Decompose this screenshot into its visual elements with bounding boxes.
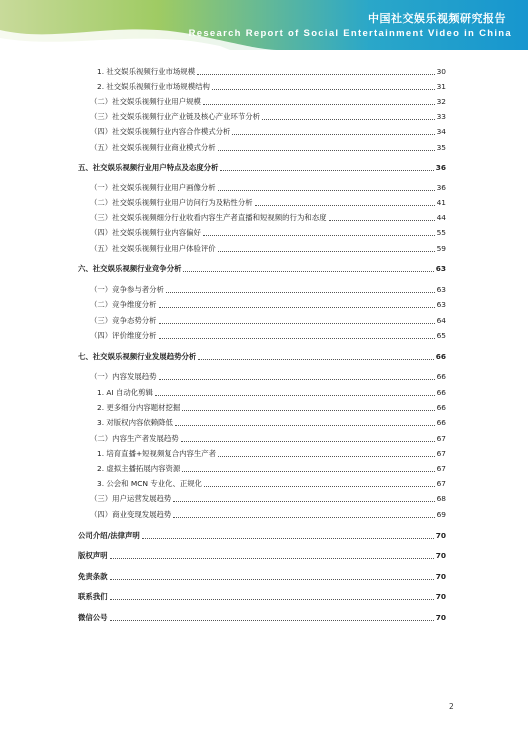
toc-entry-title: 1. 培育直播+短视频复合内容生产者 <box>97 449 217 458</box>
toc-entry-page: 68 <box>436 494 446 503</box>
toc-dot-leader <box>159 338 435 339</box>
toc-entry[interactable] <box>97 67 446 77</box>
toc-entry[interactable] <box>97 464 446 474</box>
toc-entry[interactable] <box>78 551 446 561</box>
toc-entry-page: 63 <box>436 300 446 309</box>
page-number: 2 <box>449 702 454 711</box>
toc-entry-title: 1. AI 自动化剪辑 <box>97 388 153 397</box>
toc-entry-title: （二）竞争维度分析 <box>90 300 157 309</box>
toc-dot-leader <box>212 89 435 90</box>
toc-entry-page: 67 <box>436 479 446 488</box>
toc-entry-page: 30 <box>436 67 446 76</box>
toc-entry-page: 69 <box>436 510 446 519</box>
toc-entry-title: 免责条款 <box>78 572 108 581</box>
toc-entry-title: （三）用户运营发展趋势 <box>90 494 172 503</box>
toc-dot-leader <box>110 620 434 621</box>
toc-entry-page: 70 <box>435 592 446 601</box>
toc-entry-page: 66 <box>436 403 446 412</box>
toc-entry-title: （一）社交娱乐视频行业用户画像分析 <box>90 183 216 192</box>
toc-entry[interactable] <box>90 112 446 122</box>
toc-entry-title: （四）社交娱乐视频行业内容合作模式分析 <box>90 127 231 136</box>
toc-dot-leader <box>220 170 433 171</box>
toc-entry[interactable] <box>90 97 446 107</box>
toc-entry-page: 67 <box>436 434 446 443</box>
toc-dot-leader <box>181 441 435 442</box>
toc-entry[interactable] <box>90 143 446 153</box>
toc-entry-page: 67 <box>436 464 446 473</box>
toc-entry[interactable] <box>78 264 446 274</box>
toc-entry[interactable] <box>78 163 446 173</box>
report-title-cn: 中国社交娱乐视频研究报告 <box>368 12 506 25</box>
toc-entry-page: 34 <box>436 127 446 136</box>
toc-entry[interactable] <box>90 372 446 382</box>
toc-entry-page: 35 <box>436 143 446 152</box>
toc-entry-title: （五）社交娱乐视频行业商业模式分析 <box>90 143 216 152</box>
toc-dot-leader <box>159 307 435 308</box>
toc-entry[interactable] <box>90 331 446 341</box>
toc-entry[interactable] <box>78 531 446 541</box>
toc-entry-title: （二）社交娱乐视频行业用户规模 <box>90 97 201 106</box>
toc-entry-title: 五、社交娱乐视频行业用户特点及态度分析 <box>78 163 219 172</box>
toc-entry-title: （二）内容生产者发展趋势 <box>90 434 179 443</box>
toc-dot-leader <box>262 119 435 120</box>
toc-entry[interactable] <box>90 127 446 137</box>
toc-entry-page: 65 <box>436 331 446 340</box>
toc-entry-page: 59 <box>436 244 446 253</box>
toc-entry[interactable] <box>90 244 446 254</box>
toc-entry-page: 55 <box>436 228 446 237</box>
toc-entry-title: 2. 虚拟主播拓展内容资源 <box>97 464 181 473</box>
toc-entry[interactable] <box>78 352 446 362</box>
toc-entry[interactable] <box>90 494 446 504</box>
toc-entry-page: 41 <box>436 198 446 207</box>
toc-entry-title: 六、社交娱乐视频行业竞争分析 <box>78 264 182 273</box>
toc-entry-page: 66 <box>435 352 446 361</box>
toc-entry[interactable] <box>90 213 446 223</box>
toc-entry[interactable] <box>97 418 446 428</box>
toc-entry-title: （三）竞争态势分析 <box>90 316 157 325</box>
toc-dot-leader <box>155 395 435 396</box>
toc-dot-leader <box>173 517 434 518</box>
toc-dot-leader <box>218 251 435 252</box>
toc-entry-title: （三）社交娱乐视频行业产业链及核心产业环节分析 <box>90 112 260 121</box>
toc-entry-page: 66 <box>436 418 446 427</box>
toc-entry-page: 36 <box>435 163 446 172</box>
toc-entry-page: 70 <box>435 613 446 622</box>
report-title-en: Research Report of Social Entertainment Video in China <box>188 28 512 39</box>
toc-entry[interactable] <box>97 82 446 92</box>
toc-entry[interactable] <box>90 228 446 238</box>
toc-entry-title: （四）社交娱乐视频行业内容偏好 <box>90 228 201 237</box>
toc-entry-title: 3. 对版权内容依赖降低 <box>97 418 173 427</box>
toc-entry-page: 64 <box>436 316 446 325</box>
toc-entry[interactable] <box>78 572 446 582</box>
toc-dot-leader <box>218 456 435 457</box>
toc-dot-leader <box>203 104 435 105</box>
toc-entry-title: 微信公号 <box>78 613 108 622</box>
toc-entry-title: 2. 社交娱乐视频行业市场规模结构 <box>97 82 210 91</box>
toc-entry[interactable] <box>78 592 446 602</box>
toc-entry-title: （二）社交娱乐视频行业用户访问行为及粘性分析 <box>90 198 253 207</box>
toc-dot-leader <box>218 150 435 151</box>
toc-dot-leader <box>183 271 433 272</box>
toc-entry-title: 2. 更多细分内容题材挖掘 <box>97 403 181 412</box>
toc-dot-leader <box>203 235 435 236</box>
toc-entry[interactable] <box>97 403 446 413</box>
toc-entry-page: 70 <box>435 531 446 540</box>
toc-entry[interactable] <box>90 510 446 520</box>
toc-entry-title: （四）商业变现发展趋势 <box>90 510 172 519</box>
toc-entry-title: （一）内容发展趋势 <box>90 372 157 381</box>
toc-entry-page: 31 <box>436 82 446 91</box>
toc-entry-title: （一）竞争参与者分析 <box>90 285 164 294</box>
toc-entry-page: 44 <box>436 213 446 222</box>
report-header-banner <box>0 0 528 50</box>
toc-dot-leader <box>204 486 435 487</box>
toc-dot-leader <box>159 379 435 380</box>
toc-entry[interactable] <box>90 434 446 444</box>
toc-dot-leader <box>110 558 434 559</box>
toc-entry[interactable] <box>97 388 446 398</box>
toc-entry-page: 63 <box>435 264 446 273</box>
toc-entry[interactable] <box>90 300 446 310</box>
toc-entry[interactable] <box>90 198 446 208</box>
toc-dot-leader <box>218 190 435 191</box>
toc-entry[interactable] <box>78 613 446 623</box>
toc-dot-leader <box>255 205 435 206</box>
toc-entry-title: 3. 公会和 MCN 专业化、正规化 <box>97 479 203 488</box>
toc-entry[interactable] <box>97 449 446 459</box>
toc-entry[interactable] <box>90 183 446 193</box>
toc-dot-leader <box>166 292 435 293</box>
toc-dot-leader <box>159 323 435 324</box>
toc-dot-leader <box>142 538 434 539</box>
toc-entry-page: 36 <box>436 183 446 192</box>
toc-entry-title: 公司介绍/法律声明 <box>78 531 140 540</box>
toc-dot-leader <box>175 425 435 426</box>
toc-dot-leader <box>173 501 434 502</box>
toc-dot-leader <box>110 599 434 600</box>
toc-dot-leader <box>182 471 434 472</box>
toc-entry-title: （五）社交娱乐视频行业用户体验评价 <box>90 244 216 253</box>
toc-entry-title: 1. 社交娱乐视频行业市场规模 <box>97 67 196 76</box>
toc-entry-title: （三）社交娱乐视频细分行业收看内容生产者直播和短视频的行为和态度 <box>90 213 327 222</box>
toc-entry-page: 33 <box>436 112 446 121</box>
toc-entry-title: 版权声明 <box>78 551 108 560</box>
toc-entry-page: 63 <box>436 285 446 294</box>
toc-entry-page: 32 <box>436 97 446 106</box>
toc-dot-leader <box>232 134 434 135</box>
toc-dot-leader <box>198 359 433 360</box>
toc-entry-page: 70 <box>435 572 446 581</box>
toc-entry[interactable] <box>97 479 446 489</box>
toc-dot-leader <box>329 220 435 221</box>
toc-dot-leader <box>110 579 434 580</box>
toc-dot-leader <box>197 74 435 75</box>
toc-entry-title: （四）评价维度分析 <box>90 331 157 340</box>
toc-entry[interactable] <box>90 285 446 295</box>
toc-entry-page: 66 <box>436 388 446 397</box>
toc-entry-title: 七、社交娱乐视频行业发展趋势分析 <box>78 352 197 361</box>
toc-entry-page: 70 <box>435 551 446 560</box>
toc-entry-page: 66 <box>436 372 446 381</box>
toc-dot-leader <box>182 410 434 411</box>
toc-entry[interactable] <box>90 316 446 326</box>
toc-entry-page: 67 <box>436 449 446 458</box>
toc-entry-title: 联系我们 <box>78 592 108 601</box>
